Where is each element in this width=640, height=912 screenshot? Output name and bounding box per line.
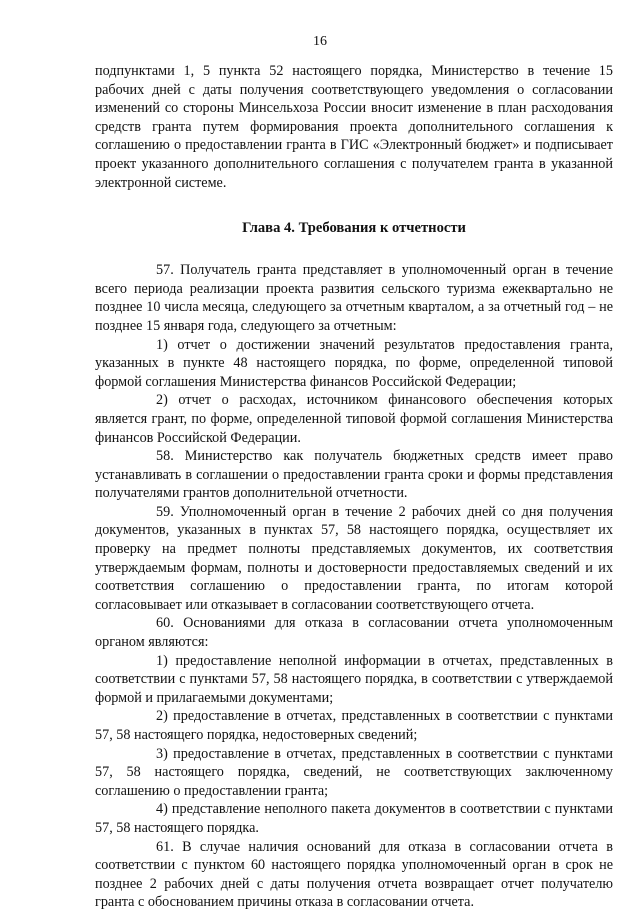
page-number: 16 xyxy=(313,34,327,49)
paragraph-58: 58. Министерство как получатель бюджетных средств имеет право устанавливать в соглашении о предоставлении гранта сроки и формы представления получателями грантов дополнительной отчетности. xyxy=(95,448,613,502)
paragraph-60-item-3: 3) предоставление в отчетах, представленных в соответствии с пунктами 57, 58 настоящего порядка, сведений, не соответствующих заключенному соглашению о предоставлении гранта; xyxy=(95,745,613,799)
paragraph-60-item-1: 1) предоставление неполной информации в отчетах, представленных в соответствии с пунктами 57, 58 настоящего порядка, в соответствии с утверждаемой формой и прилагаемыми документами; xyxy=(95,652,613,706)
paragraph-57-item-1: 1) отчет о достижении значений результатов предоставления гранта, указанных в пункте 48 настоящего порядка, по форме, определенной типовой формой соглашения Министерства финансов Российской Федерации; xyxy=(95,336,613,390)
paragraph-60-item-2: 2) предоставление в отчетах, представленных в соответствии с пунктами 57, 58 настоящего порядка, недостоверных сведений; xyxy=(95,708,613,743)
paragraph-59: 59. Уполномоченный орган в течение 2 рабочих дней со дня получения документов, указанных в пунктах 57, 58 настоящего порядка, осуществляет их проверку на предмет полноты представляемых документов, их соответствия утверждаемым формам, полноты и достоверности предоставляемых сведений и их соответствия соглашению о предоставлении гранта, по итогам которой согласовывает или отказывает в согласовании соответствующего отчета. xyxy=(95,503,613,613)
chapter-title: Глава 4. Требования к отчетности xyxy=(242,220,466,237)
paragraph-60: 60. Основаниями для отказа в согласовании отчета уполномоченным органом являются: xyxy=(95,615,613,651)
intro-paragraph: подпунктами 1, 5 пункта 52 настоящего порядка, Министерство в течение 15 рабочих дней с даты получения соответствующего уведомления о согласовании изменений со стороны Минсельхоза России вносит изменение в план расходования средств гранта путем формирования проекта дополнительного соглашения к соглашению о предоставлении гранта в ГИС «Электронный бюджет» и подписывает проект указанного дополнительного соглашения с получателем гранта в указанной электронной системе. xyxy=(95,63,613,191)
paragraph-57-item-2: 2) отчет о расходах, источником финансового обеспечения которых является грант, по форме, определенной типовой формой соглашения Министерства финансов Российской Федерации. xyxy=(95,392,613,446)
document-body xyxy=(95,62,613,912)
paragraph-57: 57. Получатель гранта представляет в уполномоченный орган в течение всего периода реализации проекта развития сельского туризма ежеквартально не позднее 10 числа месяца, следующего за отчетным кварталом, а за отчетный год – не позднее 15 января года, следующего за отчетным: xyxy=(95,262,613,334)
paragraph-60-item-4: 4) представление неполного пакета документов в соответствии с пунктами 57, 58 настоящего порядка. xyxy=(95,801,613,836)
paragraph-61: 61. В случае наличия оснований для отказа в согласовании отчета в соответствии с пунктом 60 настоящего порядка уполномоченный орган в срок не позднее 2 рабочих дней с даты получения отчета возвращает отчет получателю гранта с обоснованием причины отказа в согласовании отчета. xyxy=(95,838,613,911)
